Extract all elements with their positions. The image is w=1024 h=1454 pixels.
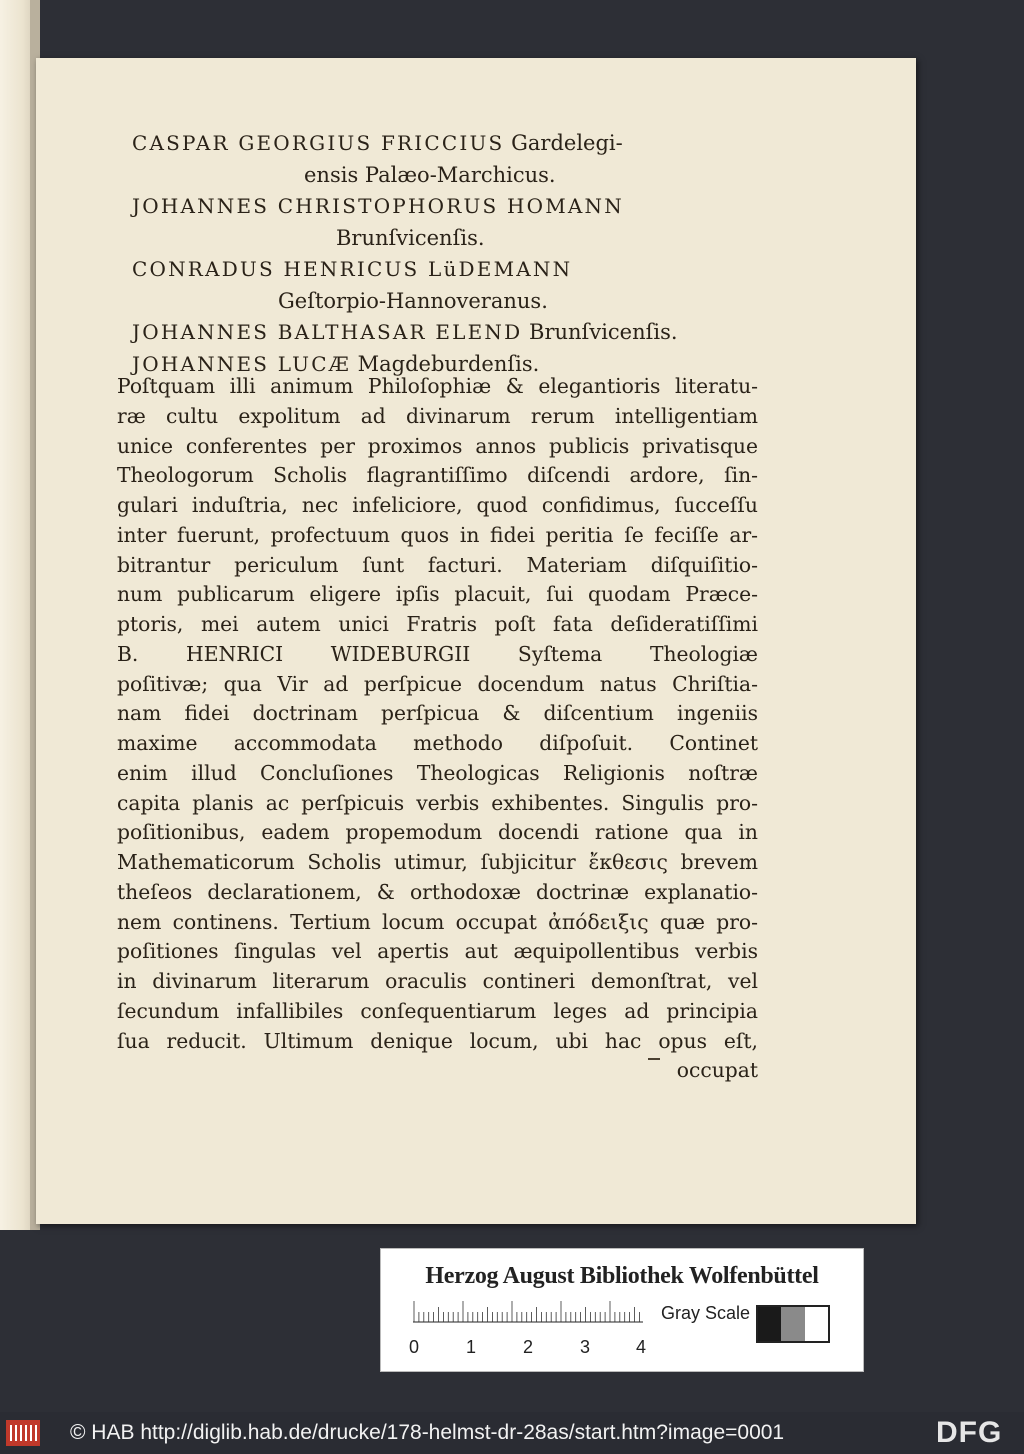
body-line: Poſtquam illi animum Philoſophiæ & elegantioris literatu- [117,374,758,398]
ruler-number: 2 [523,1337,534,1357]
heading-line: JOHANNES BALTHASAR ELEND Brunſvicenſis. [132,320,678,344]
footer-url[interactable]: © HAB http://diglib.hab.de/drucke/178-helmst-dr-28as/start.htm?image=0001 [70,1421,785,1444]
gray-swatch-mid [781,1307,804,1341]
body-paragraph [117,372,758,1086]
footer-bar [0,1412,1024,1454]
body-line: poſitiones ſingulas vel apertis aut æquipollentibus verbis [117,939,758,964]
body-line: inter fuerunt, profectuum quos in fidei peritia ſe feciſſe ar- [117,522,758,547]
body-line: theſeos declarationem, & orthodoxæ doctrinæ explanatio- [117,879,758,904]
body-line: Mathematicorum Scholis utimur, ſubjicitur ἔκθεσις brevem [117,850,758,874]
gray-swatch-dark [758,1307,781,1341]
body-line: nam fidei doctrinam perſpicua & diſcentium ingeniis [117,701,758,726]
heading-line: ensis Palæo-Marchicus. [304,162,556,187]
respondents-heading [132,128,772,380]
body-line: nem continens. Tertium locum occupat ἀπόδειξις quæ pro- [117,909,758,934]
page-dash-mark [648,1058,660,1060]
library-name: Herzog August Bibliothek Wolfenbüttel [425,1263,819,1289]
body-line: num publicarum eligere ipſis placuit, ſui quodam Præce- [117,582,758,607]
body-line: unice conferentes per proximos annos publicis privatisque [117,433,758,458]
ruler-number: 0 [409,1337,420,1357]
heading-line: CONRADUS HENRICUS LüDEMANN [132,257,573,281]
body-line: enim illud Concluſiones Theologicas Religionis noſtræ [117,760,758,785]
dfg-logo: DFG [936,1416,1003,1449]
centimeter-ruler-icon [413,1301,643,1323]
heading-line: Brunſvicenſis. [336,225,485,250]
heading-line: JOHANNES CHRISTOPHORUS HOMANN [132,194,624,218]
ruler-number: 3 [580,1337,591,1357]
catchword: occupat [676,1058,758,1083]
gray-swatch-light [805,1307,828,1341]
library-color-scale-label [380,1248,864,1372]
body-line: gulari induſtria, nec infeliciore, quod confidimus, ſucceſſu [117,493,758,517]
body-line: ſua reducit. Ultimum denique locum, ubi hac opus eſt, [117,1028,758,1053]
ruler-number: 4 [636,1337,647,1357]
body-line: in divinarum literarum oraculis contineri demonſtrat, vel [117,969,758,993]
body-line: maxime accommodata methodo diſpoſuit. Continet [117,731,758,755]
gray-scale-swatch [756,1305,830,1343]
heading-line: Geſtorpio-Hannoveranus. [278,288,548,313]
body-line: ſecundum infallibiles conſequentiarum leges ad principia [117,998,758,1023]
ruler-number: 1 [466,1337,477,1357]
body-line: ræ cultu expolitum ad divinarum rerum intelligentiam [117,403,758,428]
body-line: bitrantur periculum ſunt facturi. Materiam diſquiſitio- [117,552,758,577]
heading-line: JOHANNES LUCÆ Magdeburdenſis. [132,351,540,376]
body-line: poſitivæ; qua Vir ad perſpicue docendum natus Chriſtia- [117,671,758,696]
body-line: ptoris, mei autem unici Fratris poſt fata deſideratiſſimi [117,612,758,636]
body-line: B. HENRICI WIDEBURGII Syſtema Theologiæ [117,641,758,666]
body-line: Theologorum Scholis flagrantiſſimo diſcendi ardore, ſin- [117,463,758,488]
body-line: poſitionibus, eadem propemodum docendi ratione qua in [117,820,758,845]
heading-line: CASPAR GEORGIUS FRICCIUS Gardelegi- [132,131,623,155]
hab-logo-icon [6,1420,40,1446]
body-line: capita planis ac perſpicuis verbis exhibentes. Singulis pro- [117,790,758,815]
gray-scale-label: Gray Scale [661,1303,751,1323]
